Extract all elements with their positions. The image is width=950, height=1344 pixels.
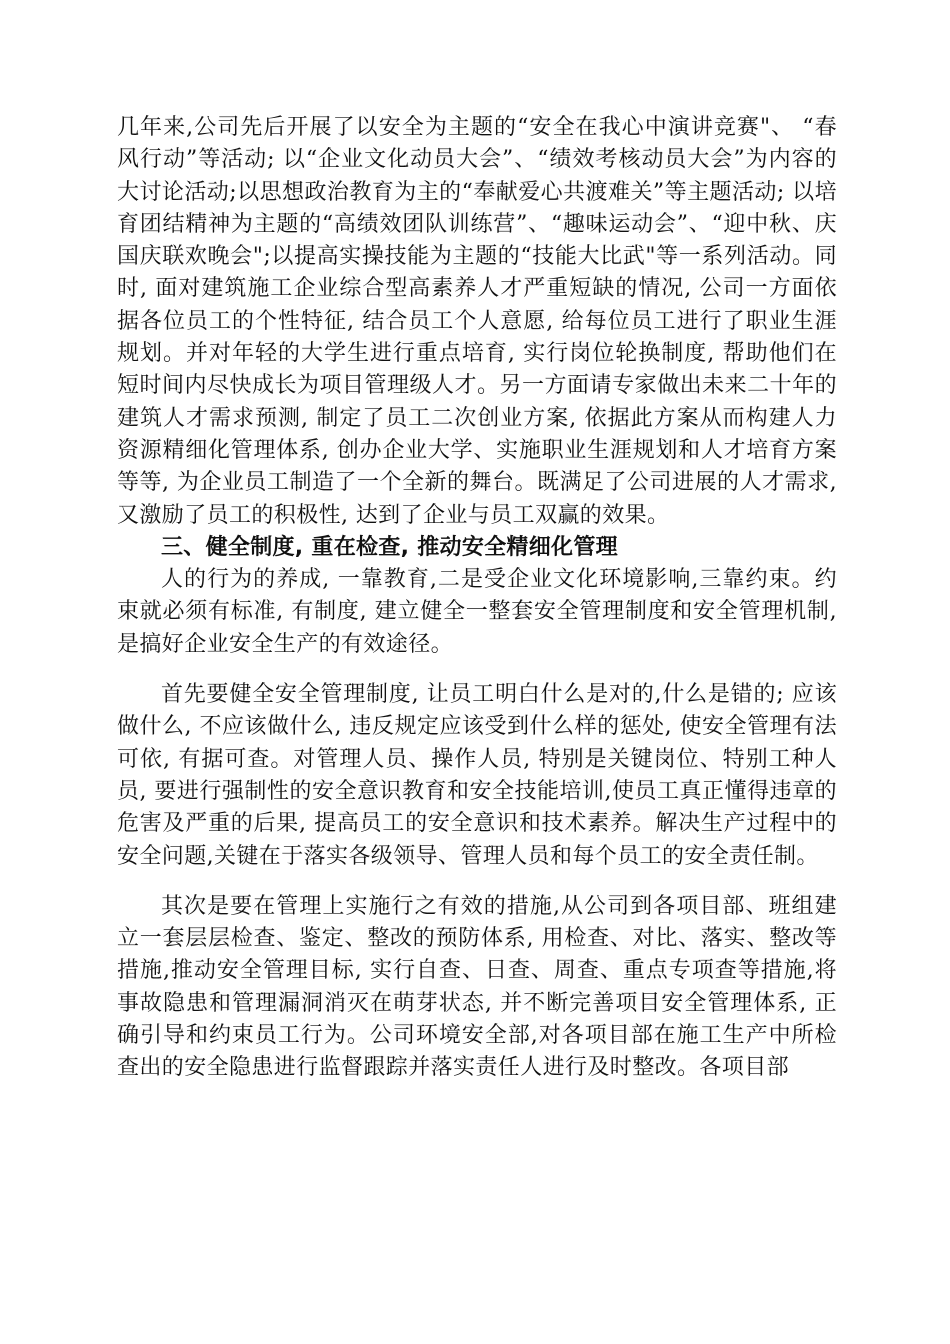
document-body (117, 112, 845, 1085)
section-heading-3: 三、健全制度, 重在检查, 推动安全精细化管理 (161, 534, 618, 560)
paragraph-talent-activities: 几年来,公司先后开展了以安全为主题的“安全在我心中演讲竞赛"、 “春风行动”等活动; 以“企业文化动员大会”、“绩效考核动员大会”为内容的大讨论活动;以思想政治教育为主的“奉献爱心共渡难关”等主题活动; 以培育团结精神为主题的“高绩效团队训练营”、“趣味运动会”、“迎中秋、庆国庆联欢晚会";以提高实操技能为主题的“技能大比武"等一系列活动。同时, 面对建筑施工企业综合型高素养人才严重短缺的情况, 公司一方面依据各位员工的个性特征, 结合员工个人意愿, 给每位员工进行了职业生涯规划。并对年轻的大学生进行重点培育, 实行岗位轮换制度, 帮助他们在短时间内尽快成长为项目管理级人才。另一方面请专家做出未来二十年的建筑人才需求预测, 制定了员工二次创业方案, 依据此方案从而构建人力资源精细化管理体系, 创办企业大学、实施职业生涯规划和人才培育方案等等, 为企业员工制造了一个全新的舞台。既满足了公司进展的人才需求, 又激励了员工的积极性, 达到了企业与员工双赢的效果。 (117, 115, 845, 528)
paragraph-safety-rules: 首先要健全安全管理制度, 让员工明白什么是对的,什么是错的; 应该做什么, 不应该做什么, 违反规定应该受到什么样的惩处, 使安全管理有法可依, 有据可查。对管理人员、操作人员, 特别是关键岗位、特别工种人员, 要进行强制性的安全意识教育和安全技能培训,使员工真正懂得违章的危害及严重的后果, 提高员工的安全意识和技术素养。解决生产过程中的安全问题,关键在于落实各级领导、管理人员和每个员工的安全责任制。 (117, 682, 837, 869)
paragraph-management-measures: 其次是要在管理上实施行之有效的措施,从公司到各项目部、班组建立一套层层检查、鉴定、整改的预防体系, 用检查、对比、落实、整改等措施,推动安全管理目标, 实行自查、日查、周查、重点专项查等措施,将事故隐患和管理漏洞消灭在萌芽状态, 并不断完善项目安全管理体系, 正确引导和约束员工行为。公司环境安全部,对各项目部在施工生产中所检查出的安全隐患进行监督跟踪并落实责任人进行及时整改。各项目部 (117, 893, 837, 1081)
paragraph-behavior-constraint: 人的行为的养成, 一靠教育,二是受企业文化环境影响,三靠约束。约束就必须有标准, 有制度, 建立健全一整套安全管理制度和安全管理机制, 是搞好企业安全生产的有效途径。 (117, 567, 845, 657)
